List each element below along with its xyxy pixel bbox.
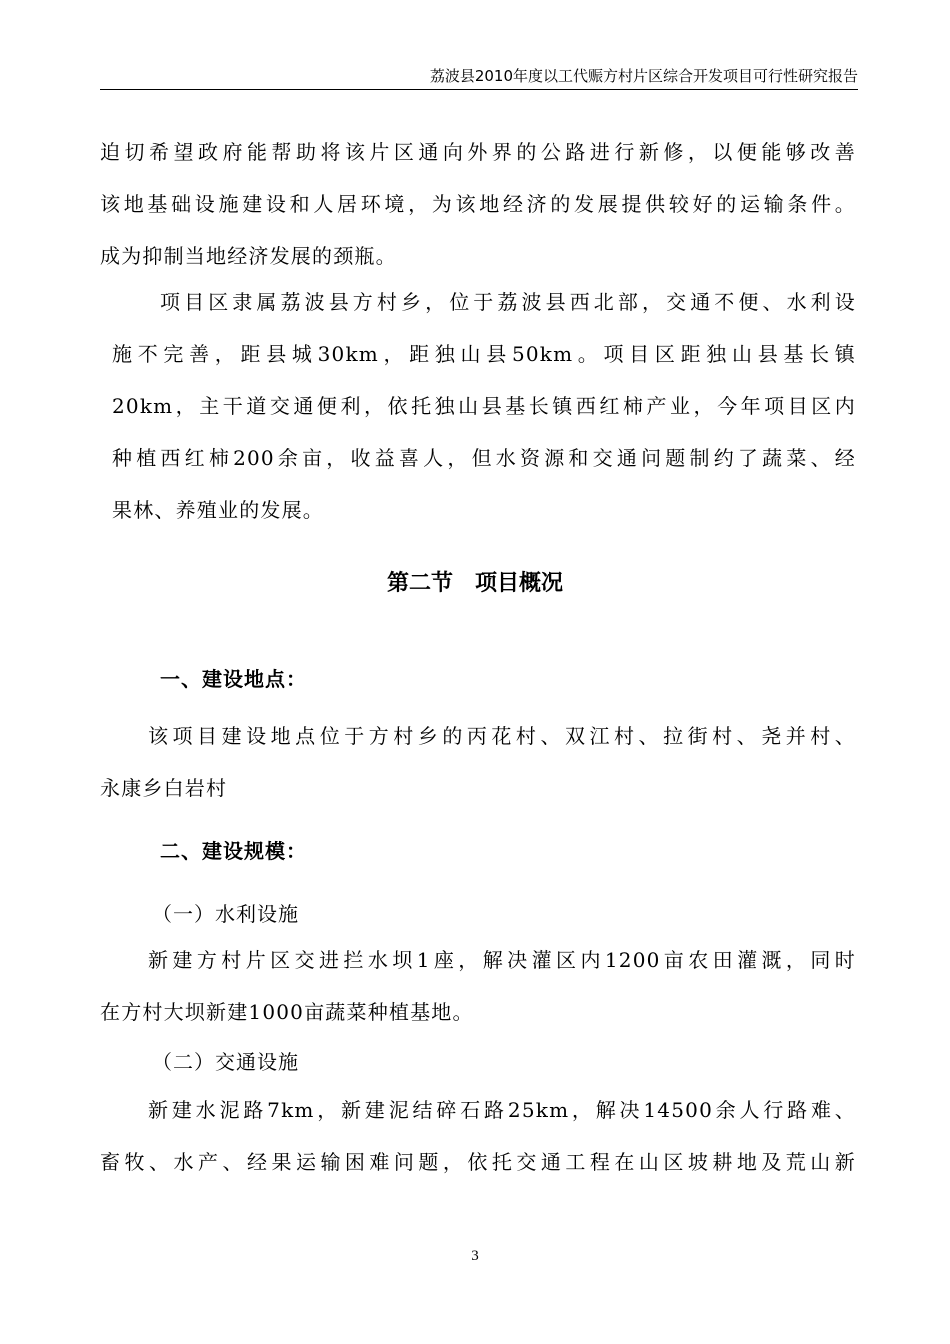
text-line: 成为抑制当地经济发展的颈瓶。 [100, 244, 397, 268]
text-line: 该项目建设地点位于方村乡的丙花村、双江村、拉街村、尧并村、 [148, 724, 856, 748]
header-rule [100, 89, 858, 90]
traffic-heading: （二）交通设施 [152, 1050, 299, 1074]
project-area-paragraph [112, 276, 856, 536]
page-number: 3 [471, 1248, 479, 1264]
location-heading: 一、建设地点： [160, 667, 307, 691]
text-line: 新建水泥路7km，新建泥结碎石路25km，解决14500余人行路难、 [148, 1098, 856, 1122]
text-line: 新建方村片区交进拦水坝1座，解决灌区内1200亩农田灌溉，同时 [148, 948, 856, 972]
text-line: 施不完善，距县城30km，距独山县50km。项目区距独山县基长镇 [112, 342, 856, 366]
text-line: 迫切希望政府能帮助将该片区通向外界的公路进行新修，以便能够改善 [100, 140, 856, 164]
text-line: 永康乡白岩村 [100, 776, 228, 800]
running-header: 荔波县2010年度以工代赈方村片区综合开发项目可行性研究报告 [429, 67, 858, 85]
text-line: 该地基础设施建设和人居环境，为该地经济的发展提供较好的运输条件。 [100, 192, 856, 216]
intro-paragraph [100, 126, 856, 282]
water-paragraph [100, 934, 856, 1038]
text-line: 种植西红柿200余亩，收益喜人，但水资源和交通问题制约了蔬菜、经 [112, 446, 856, 470]
location-paragraph [100, 710, 856, 814]
scale-heading: 二、建设规模： [160, 839, 307, 863]
traffic-paragraph [100, 1084, 856, 1188]
text-line: 在方村大坝新建1000亩蔬菜种植基地。 [100, 1000, 474, 1024]
text-line: 果林、养殖业的发展。 [112, 498, 324, 522]
water-heading: （一）水利设施 [152, 902, 299, 926]
text-line: 畜牧、水产、经果运输困难问题，依托交通工程在山区坡耕地及荒山新 [100, 1150, 856, 1174]
text-line: 项目区隶属荔波县方村乡，位于荔波县西北部，交通不便、水利设 [160, 290, 856, 314]
text-line: 20km，主干道交通便利，依托独山县基长镇西红柿产业，今年项目区内 [112, 394, 856, 418]
section-title: 第二节 项目概况 [386, 571, 563, 596]
